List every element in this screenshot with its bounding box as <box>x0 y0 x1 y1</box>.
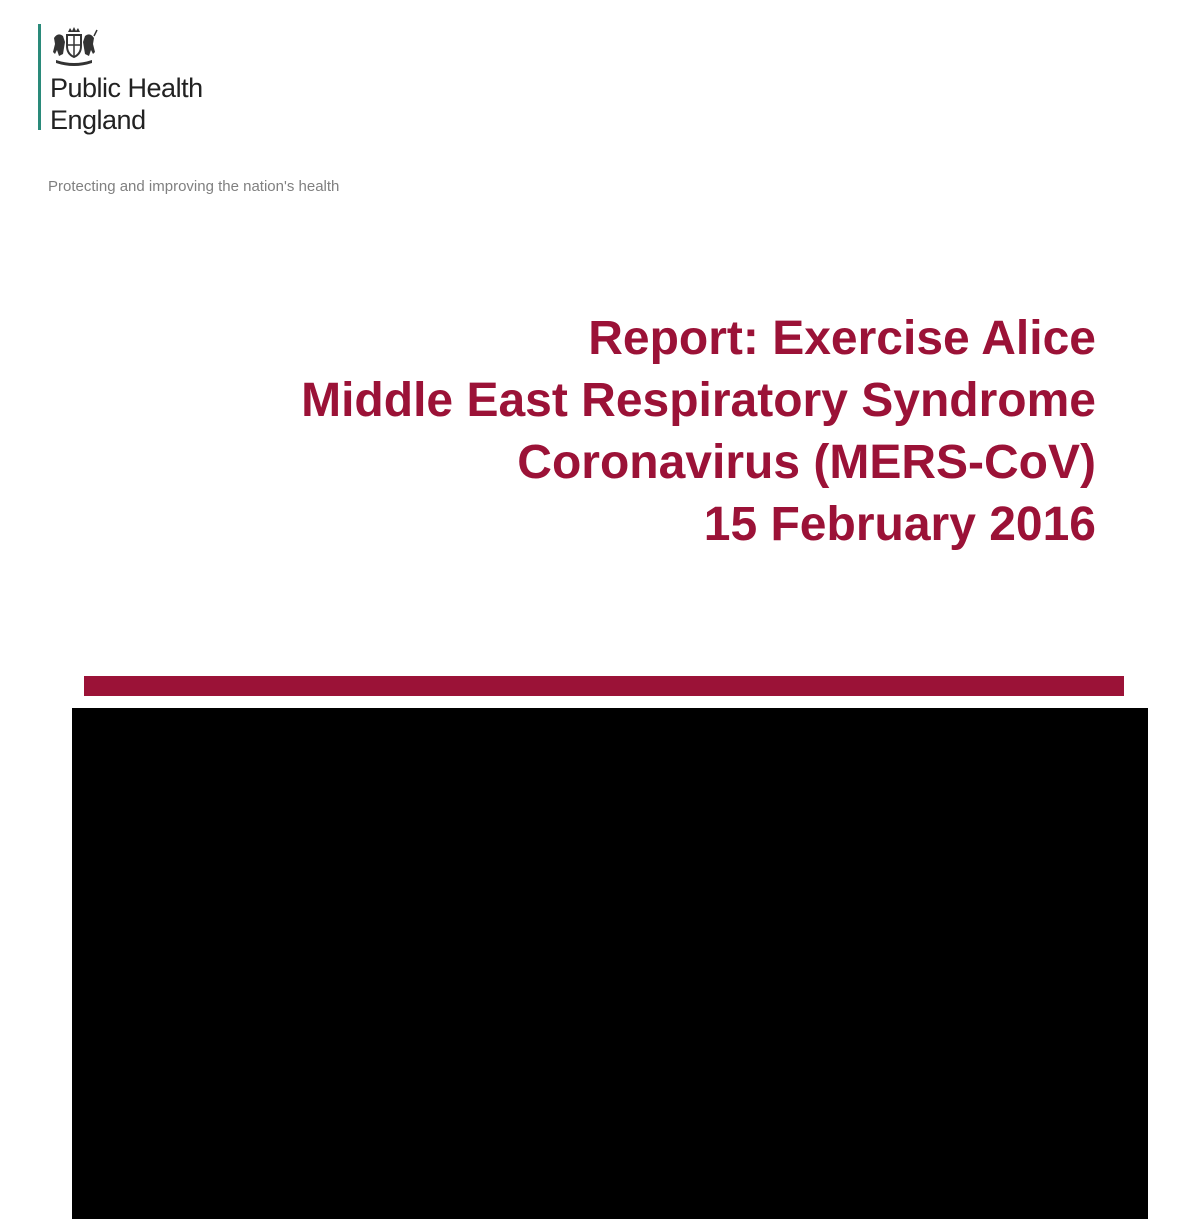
organisation-name-line2: England <box>50 105 146 135</box>
organisation-tagline: Protecting and improving the nation's health <box>48 178 340 195</box>
organisation-name-line1: Public Health <box>50 73 203 103</box>
redacted-block <box>72 708 1148 1219</box>
phe-logo <box>38 24 238 134</box>
report-title-line2: Middle East Respiratory Syndrome <box>301 374 1096 427</box>
logo-divider <box>38 24 41 130</box>
royal-coat-of-arms-icon <box>50 26 98 66</box>
report-date: 15 February 2016 <box>703 498 1096 551</box>
report-title-line1: Report: Exercise Alice <box>588 312 1096 365</box>
organisation-name <box>50 72 203 136</box>
report-title <box>301 308 1096 556</box>
report-title-line3: Coronavirus (MERS-CoV) <box>517 436 1096 489</box>
accent-divider-bar <box>84 676 1124 696</box>
